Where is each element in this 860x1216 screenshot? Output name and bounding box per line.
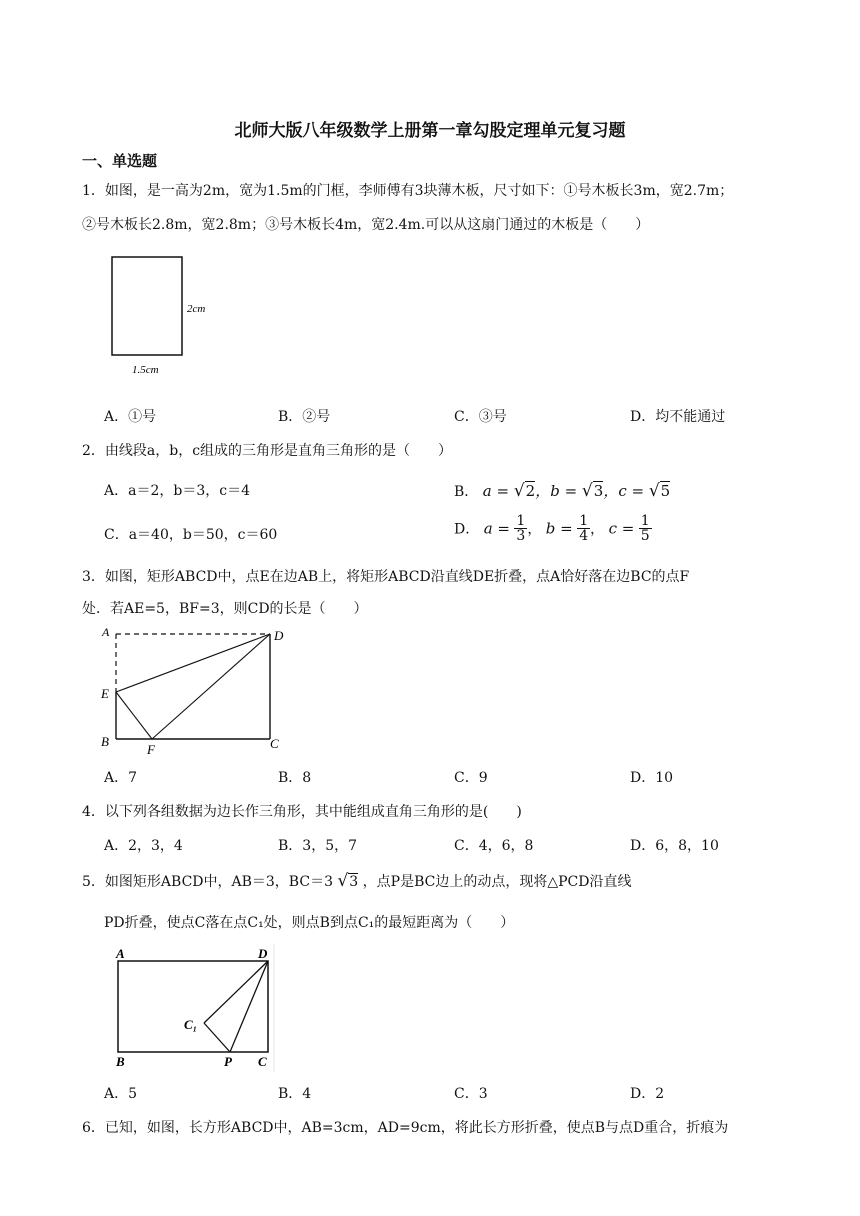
q1-door-figure [104, 250, 224, 380]
q1-text-line2: ②号木板长2.8m，宽2.8m；③号木板长4m，宽2.4m.可以从这扇门通过的木板是（ ） [82, 217, 650, 233]
q5-option-d[interactable]: D．2 [630, 1086, 665, 1102]
q2-option-d-math: a = [483, 519, 510, 538]
q3-text-line2: 处．若AE=5，BF=3，则CD的长是（ ） [82, 601, 368, 617]
q2-option-d[interactable]: D． a = $\frac{1}{3}$ ， b = $\frac{1}{4}$ ， c = $\frac{1}{5}$ [454, 513, 650, 544]
segment-ed [116, 634, 270, 692]
q6-text-line1: 6．已知，如图，长方形ABCD中，AB=3cm，AD=9cm，将此长方形折叠，使点B与点D重合，折痕为 [82, 1120, 729, 1136]
q1-option-d[interactable]: D．均不能通过 [630, 409, 726, 425]
q5-option-b[interactable]: B．4 [278, 1086, 312, 1102]
q5-option-c[interactable]: C．3 [454, 1086, 488, 1102]
point-label-d: D [274, 628, 284, 643]
q5-text-line2: PD折叠，使点C落在点C₁处，则点B到点C₁的最短距离为（ ） [104, 915, 515, 931]
q1-width-label: 1.5cm [132, 364, 159, 376]
q5-text-line1: 5．如图矩形ABCD中，AB＝3，BC＝3 √3 ，点P是BC边上的动点，现将△PCD沿直线 [82, 871, 632, 891]
figure-background [104, 944, 290, 1072]
q3-option-a[interactable]: A．7 [104, 770, 138, 786]
fraction: $\frac{1}{5}$ [640, 513, 650, 544]
point-label-c1: C₁ [184, 1017, 198, 1032]
point-label-e: E [101, 686, 109, 701]
fraction: $\frac{1}{3}$ [516, 513, 526, 544]
q2-option-b-math: a = √2，b = √3，c = √5 [482, 481, 671, 501]
q2-option-b[interactable]: B． a = √2，b = √3，c = √5 [454, 481, 671, 501]
q4-text-line1: 4．以下列各组数据为边长作三角形，其中能组成直角三角形的是( ) [82, 804, 522, 820]
point-label-a: A [116, 946, 125, 961]
q5-fold-figure [104, 944, 290, 1072]
document-title: 北师大版八年级数学上册第一章勾股定理单元复习题 [234, 121, 626, 141]
q1-text-line1: 1．如图，是一高为2m，宽为1.5m的门框，李师傅有3块薄木板，尺寸如下：①号木板长3m，宽2.7m； [82, 183, 734, 199]
q3-text-line1: 3．如图，矩形ABCD中，点E在边AB上，将矩形ABCD沿直线DE折叠，点A恰好落在边BC的点F [82, 569, 690, 585]
q5-option-a[interactable]: A．5 [104, 1086, 138, 1102]
door-frame-rect [112, 257, 182, 355]
point-label-p: P [224, 1054, 232, 1069]
q3-option-c[interactable]: C．9 [454, 770, 488, 786]
q2-option-a[interactable]: A．a＝2，b＝3，c＝4 [104, 483, 250, 499]
q3-option-d[interactable]: D．10 [630, 770, 674, 786]
segment-fd [152, 634, 270, 739]
q3-option-b[interactable]: B．8 [278, 770, 312, 786]
q1-height-label: 2cm [187, 303, 206, 315]
q3-fold-figure [96, 622, 296, 758]
q4-option-d[interactable]: D．6，8，10 [630, 838, 719, 854]
point-label-b: B [116, 1054, 125, 1069]
q1-option-b[interactable]: B．②号 [278, 409, 331, 425]
point-label-a: A [102, 625, 110, 639]
q1-option-a[interactable]: A．①号 [104, 409, 157, 425]
fraction: $\frac{1}{4}$ [579, 513, 589, 544]
point-label-b: B [101, 734, 109, 749]
q2-option-c[interactable]: C．a＝40，b＝50，c＝60 [104, 527, 278, 543]
point-label-d: D [258, 946, 268, 961]
point-label-c: C [270, 736, 279, 751]
point-label-f: F [147, 742, 155, 757]
segment-ef [116, 692, 152, 739]
q4-option-a[interactable]: A．2，3，4 [104, 838, 183, 854]
q4-option-c[interactable]: C．4，6，8 [454, 838, 534, 854]
q5-radicand: 3 [349, 874, 359, 890]
point-label-c: C [258, 1054, 267, 1069]
q1-option-c[interactable]: C．③号 [454, 409, 507, 425]
section-heading: 一、单选题 [82, 152, 158, 170]
q2-text-line1: 2．由线段a，b，c组成的三角形是直角三角形的是（ ） [82, 443, 453, 459]
q4-option-b[interactable]: B．3，5，7 [278, 838, 358, 854]
